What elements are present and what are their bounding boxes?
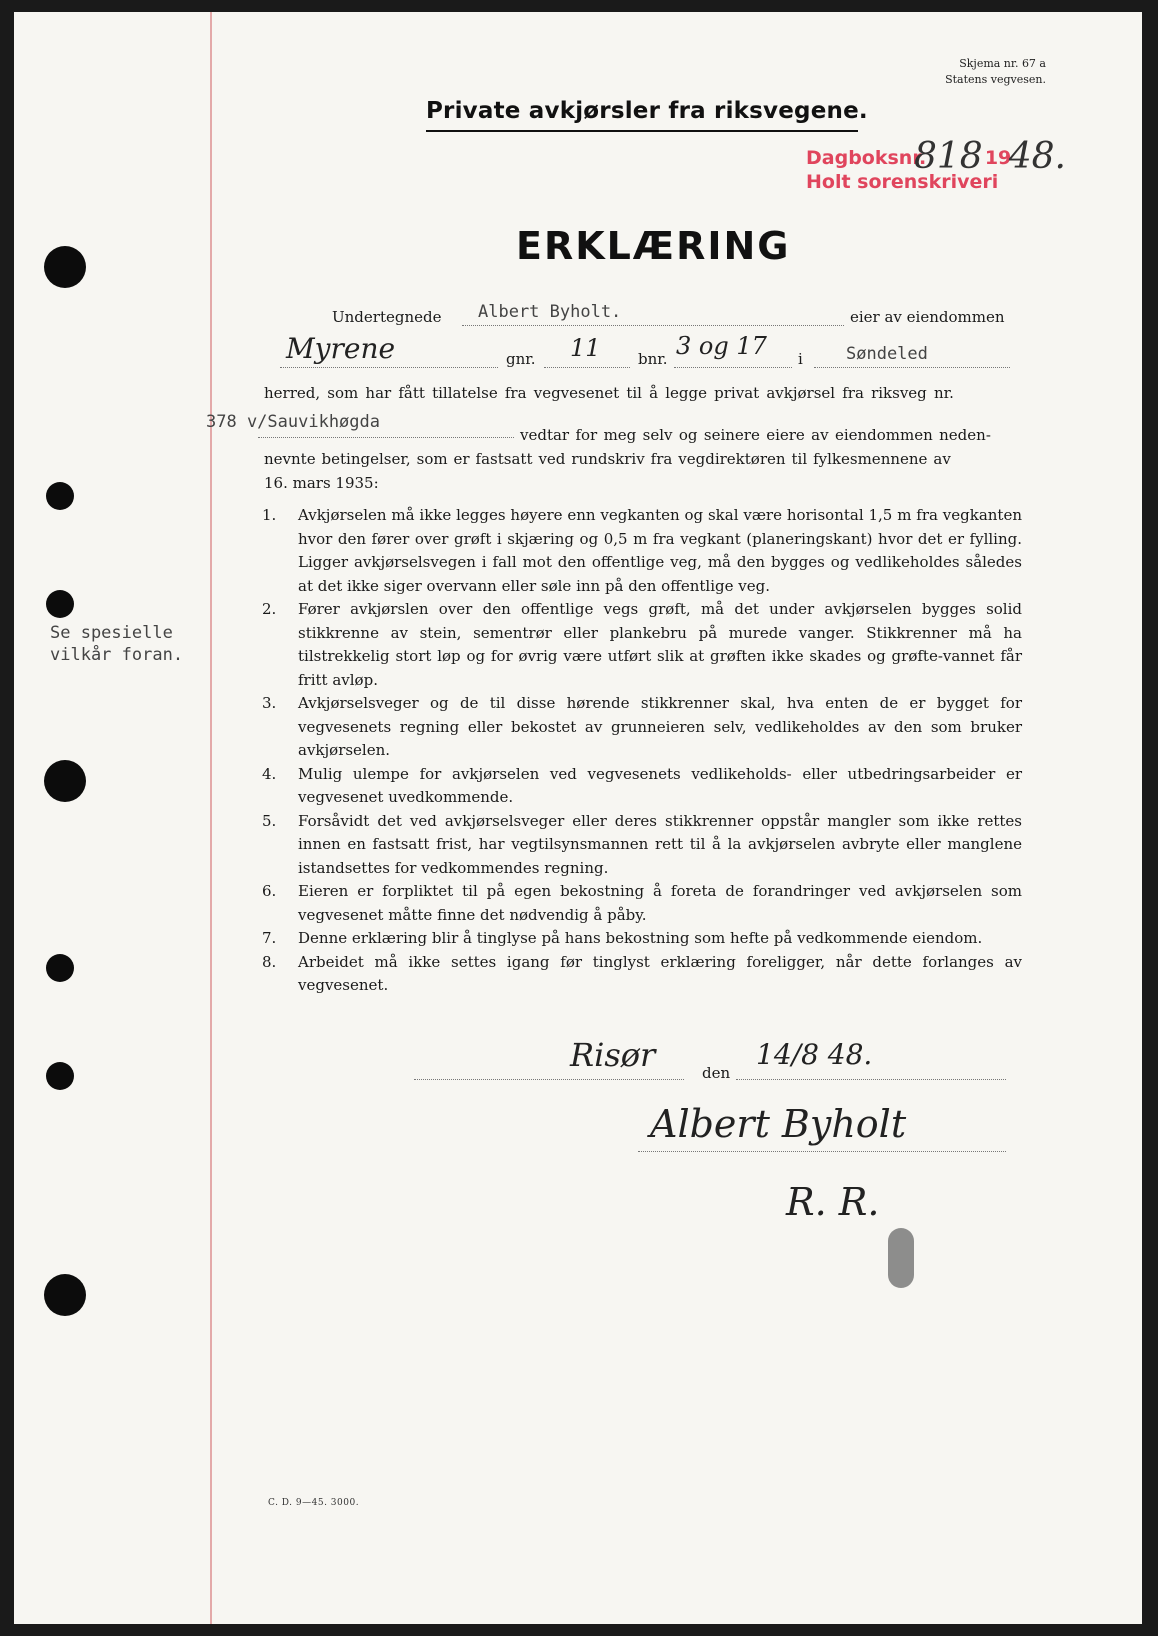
date-line: [736, 1078, 1006, 1080]
form-number: [945, 56, 1046, 88]
betingelser-text: nevnte betingelser, som er fastsatt ved rundskriv fra vegdirektøren til fylkesmennene av: [264, 450, 951, 468]
punch-hole: [44, 246, 86, 288]
punch-hole: [46, 1062, 74, 1090]
property-line: [280, 366, 498, 368]
journal-year: 48.: [1008, 136, 1066, 177]
condition-item: [262, 810, 1022, 881]
property-name-field: Myrene: [286, 332, 396, 365]
condition-number: 6.: [262, 882, 277, 900]
municipality-line: [814, 366, 1010, 368]
condition-number: 1.: [262, 506, 277, 524]
gnr-field: 11: [570, 334, 601, 362]
condition-item: [262, 951, 1022, 998]
schema-number: Skjema nr. 67 a: [959, 57, 1046, 70]
eier-label: eier av eiendommen: [850, 308, 1005, 326]
punch-hole: [46, 482, 74, 510]
condition-item: [262, 763, 1022, 810]
condition-item: [262, 598, 1022, 692]
condition-number: 4.: [262, 764, 277, 783]
den-label: den: [702, 1064, 731, 1082]
municipality-field: Søndeled: [846, 344, 928, 364]
i-label: i: [798, 350, 803, 368]
punch-hole: [44, 760, 86, 802]
condition-text: Fører avkjørslen over den offentlige vegs grøft, må det under avkjørselen bygges solid stikkrenne av stein, sementrør eller plankebru på murede vanger. Stikkrenner må ha tilstrekkelig stort løp og for øvrig være utført slik at grøften ikke skades og grøfte-vannet får fritt avløp.: [298, 600, 1022, 689]
conditions-list: [262, 504, 1022, 998]
margin-note: [50, 622, 183, 666]
condition-number: 3.: [262, 694, 277, 712]
condition-item: [262, 504, 1022, 598]
bnr-line: [674, 366, 792, 368]
circular-date: 16. mars 1935:: [264, 474, 379, 492]
condition-item: [262, 692, 1022, 763]
heading-underline: [426, 130, 858, 132]
gnr-line: [544, 366, 630, 368]
stamp-year-prefix: 19: [984, 147, 1012, 169]
punch-hole: [46, 954, 74, 982]
bnr-label: bnr.: [638, 350, 668, 368]
condition-text: Avkjørselsveger og de til disse hørende stikkrenner skal, hva enten de er bygget for vegvesenets regning eller bekostet av grunneieren selv, vedlikeholdes av den som bruker avkjørselen.: [298, 694, 1022, 759]
condition-item: [262, 927, 1022, 951]
witness-initials: R. R.: [786, 1180, 880, 1224]
undertegnede-label: Undertegnede: [332, 308, 442, 326]
road-location-field: 378 v/Sauvikhøgda: [206, 412, 380, 432]
ink-smudge: [888, 1228, 914, 1288]
stamp-handwritten-number: [914, 136, 1066, 177]
margin-note-line: vilkår foran.: [50, 645, 184, 665]
schema-issuer: Statens vegvesen.: [945, 73, 1046, 86]
gnr-label: gnr.: [506, 350, 536, 368]
stamp-office: Holt sorenskriveri: [806, 171, 999, 193]
condition-text: Eieren er forpliktet til på egen bekostning å foreta de forandringer ved avkjørselen som vegvesenet måtte finne det nødvendig å påby.: [298, 882, 1022, 924]
road-location-line: [258, 436, 514, 438]
bnr-field: 3 og 17: [676, 332, 767, 360]
document-page: [14, 12, 1142, 1624]
journal-number: 818: [914, 136, 983, 177]
stamp-label: Dagboksnr.: [806, 147, 927, 169]
condition-text: Arbeidet må ikke settes igang før tinglyst erklæring foreligger, når dette forlanges av vegvesenet.: [298, 952, 1022, 994]
owner-name-field: Albert Byholt.: [478, 302, 622, 322]
margin-note-line: Se spesielle: [50, 623, 173, 643]
condition-text: Denne erklæring blir å tinglyse på hans bekostning som hefte på vedkommende eiendom.: [298, 929, 983, 947]
condition-number: 5.: [262, 811, 277, 830]
form-heading: Private avkjørsler fra riksvegene.: [426, 98, 868, 124]
signature-place: Risør: [570, 1036, 656, 1074]
vedtar-text: vedtar for meg selv og seinere eiere av eiendommen neden-: [520, 426, 991, 444]
punch-hole: [44, 1274, 86, 1316]
condition-number: 2.: [262, 600, 277, 618]
condition-text: Forsåvidt det ved avkjørselsveger eller deres stikkrenner oppstår mangler som ikke rettes innen en fastsatt frist, har vegtilsynsmannen rett til å la avkjørselen avbryte eller manglene istandsettes for vedkommendes regning.: [298, 811, 1022, 877]
signature-line: [638, 1150, 1006, 1152]
condition-number: 7.: [262, 929, 277, 947]
margin-line: [210, 12, 212, 1624]
signature-date: 14/8 48.: [756, 1038, 873, 1071]
condition-text: Mulig ulempe for avkjørselen ved vegvesenets vedlikeholds- eller utbedringsarbeider er vegvesenet uvedkommende.: [298, 764, 1022, 806]
owner-name-line: [462, 324, 844, 326]
place-line: [414, 1078, 684, 1080]
herred-text: herred, som har fått tillatelse fra vegvesenet til å legge privat avkjørsel fra riksveg nr.: [264, 384, 954, 402]
document-title: ERKLÆRING: [516, 224, 791, 268]
owner-signature: Albert Byholt: [650, 1102, 907, 1146]
print-code: C. D. 9—45. 3000.: [268, 1498, 360, 1508]
condition-text: Avkjørselen må ikke legges høyere enn vegkanten og skal være horisontal 1,5 m fra vegkanten hvor den fører over grøft i skjæring og 0,5 m fra vegkant (planeringskant) hvor det er fylling. Ligger avkjørselsvegen i fall mot den offentlige veg, må den bygges og vedlikeholdes således at det ikke siger overvann eller søle inn på den offentlige veg.: [298, 506, 1022, 595]
condition-item: [262, 880, 1022, 927]
condition-number: 8.: [262, 952, 277, 971]
punch-hole: [46, 590, 74, 618]
